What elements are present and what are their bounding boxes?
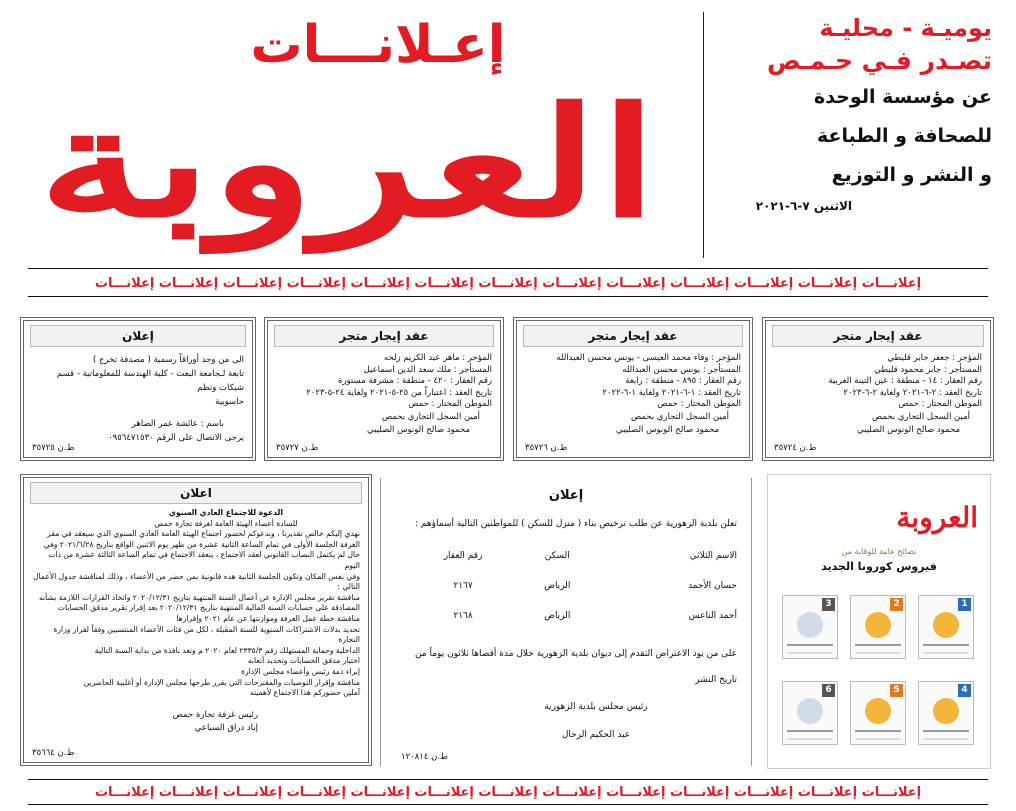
tip-card <box>850 681 906 745</box>
strip-word: إعلانـــات <box>218 276 283 291</box>
ad-line: المؤجر : وفاء محمد العيسى - يونس محسن العبدالله <box>556 353 741 363</box>
tip-number: 6 <box>822 684 835 697</box>
ad-line: الموطن المختار : حمص <box>408 399 492 409</box>
strip-word: إعلانـــات <box>665 276 730 291</box>
ad-box-3 <box>264 317 504 461</box>
ad-ref: ط.ن ٣٥٧٢٤ <box>774 443 817 453</box>
chamber-line: آملين حضوركم هذا الاجتماع لأهميته <box>249 688 360 698</box>
strip-word: إعلانـــات <box>473 276 538 291</box>
ad-sig: محمود صالح الونوس الصليبي <box>616 424 719 435</box>
tip-caption <box>923 730 969 740</box>
table-row <box>407 601 737 631</box>
strip-word: إعلانـــات <box>346 276 410 291</box>
ad-line: المستأجر : ملك سعد الدين اسماعيل <box>363 364 492 375</box>
strip-word: إعلانـــات <box>857 276 922 291</box>
chamber-sig: إياد دراق السباعي <box>194 722 258 733</box>
chamber-line: نهدي إليكم خالص تقديرنا ، وندعوكم لحضور اجتماع الهيئة العامة العادي السنوي الذي سيعقد في مقر <box>47 529 360 539</box>
ad-line: رقم العقار : ١٤ - منطقة : عين التينة الغربية <box>828 376 982 386</box>
ad-sig: محمود صالح الونوس الصليبي <box>857 424 960 435</box>
chamber-line: إبراء ذمة رئيس وأعضاء مجلس الإدارة <box>241 666 360 676</box>
poster-logo: العروبة <box>896 501 978 534</box>
tip-number: 4 <box>958 684 971 697</box>
strip-word: إعلانـــات <box>601 785 666 800</box>
table-cell: ٢١٦٨ <box>453 611 473 621</box>
strip-word: إعلانـــات <box>154 276 219 291</box>
chamber-ad-box <box>20 474 372 766</box>
tip-caption <box>923 644 969 654</box>
strip-word: إعلانـــات <box>282 276 347 291</box>
poster-subtitle: نصائح عامة للوقاية من <box>841 547 917 556</box>
chamber-line: اختيار مدقق الحسابات وتحديد أتعابه <box>247 656 360 666</box>
strip-top-rule-2 <box>28 296 988 297</box>
corona-poster <box>767 474 991 769</box>
chamber-heading: الدعوة للاجتماع العادي السنوي <box>169 508 283 517</box>
strip-bottom-rule-2 <box>28 804 988 805</box>
ad-line: رقم العقار : ٤٢٠ - منطقة : مشرفة مستورة <box>337 376 492 386</box>
table-header: السكن <box>544 551 570 561</box>
chamber-subheading: للسادة أعضاء الهيئة العامة لغرفة تجارة حمص <box>154 518 298 528</box>
table-cell: الرياض <box>544 581 571 591</box>
strip-word: إعلانـــات <box>218 785 283 800</box>
table-cell: الرياض <box>544 611 571 621</box>
masthead-logo <box>18 10 678 255</box>
strip-word: إعلانـــات <box>94 785 155 800</box>
ad-strip-bottom <box>28 785 988 801</box>
tip-caption <box>787 644 833 654</box>
strip-word: إعلانـــات <box>282 785 347 800</box>
chamber-line: المصادقة على حسابات السنة المالية المنتهية بتاريخ ٢٠٢٠/١٢/٣١ بعد إقرار تقرير مدقق الحسابات <box>57 603 360 613</box>
wash-icon <box>797 612 823 638</box>
table-header-row <box>407 541 737 571</box>
org-line-1: عن مؤسسة الوحدة <box>814 86 992 108</box>
ad-line: المستأجر : يونس محسن العبدالله <box>622 364 741 375</box>
ad-line: يرجى الاتصال على الرقم ٠٩٥٦٤٧١٥٣٠ <box>108 433 244 443</box>
tip-caption <box>787 730 833 740</box>
clean-icon <box>797 698 823 724</box>
chamber-line: مناقشة تقرير مجلس الإدارة عن أعمال السنة المنتهية بتاريخ ٢٠٢٠/١٢/٣١ واتخاذ القرارات اللازمة بشأنه <box>39 592 360 602</box>
strip-word: إعلانـــات <box>94 276 155 291</box>
org-line-3: و النشر و التوزيع <box>831 164 992 186</box>
cough-icon <box>933 698 959 724</box>
tip-card <box>918 681 974 745</box>
ad-ref: ط.ن ٣٥٧٢٦ <box>525 443 568 453</box>
tip-card <box>850 595 906 659</box>
table-cell: أحمد الناعس <box>688 611 737 621</box>
ad-line: المستأجر : جابر محمود قليطي <box>874 364 982 375</box>
strip-word: إعلانـــات <box>409 276 474 291</box>
ad-line: رقم العقار : ٨٩٥ - منطقة : رابعة <box>625 376 741 386</box>
table-row <box>407 571 737 601</box>
municipality-sig-1: رئيس مجلس بلدية الزهورية <box>544 702 648 712</box>
city-line: تصـدر فـي حـمـص <box>767 46 992 75</box>
issue-date: الاثنين ٧-٦-٢٠٢١ <box>755 199 852 213</box>
chamber-line: تحديد بدلات الاشتراكات السنوية للسنة المقبلة ، لكل من فئات الأعضاء المنتسبين وفقاً لقرار وزارة التجارة <box>53 624 360 645</box>
ad-sig: أمين السجل التجاري بحمص <box>381 411 480 422</box>
ad-sig: محمود صالح الونوس الصليبي <box>367 424 470 435</box>
ad-title: عقد إيجار متجر <box>772 325 984 347</box>
ad-line: تاريخ العقد : ١-٦-٢٠٢١ ولغاية ١-٦-٢٠٢٢ <box>602 387 741 398</box>
tip-number: 1 <box>958 598 971 611</box>
municipality-ad <box>380 478 752 766</box>
mask-icon <box>865 698 891 724</box>
strip-word: إعلانـــات <box>473 785 538 800</box>
strip-word: إعلانـــات <box>601 276 666 291</box>
ad-box-4 <box>20 317 256 461</box>
header-info <box>742 12 1002 217</box>
ad-sig: أمين السجل التجاري بحمص <box>871 411 970 422</box>
chamber-line: حال لم يكتمل النصاب القانوني لعقد الاجتماع ، ينعقد الاجتماع في تمام الساعة الثالثة عشرة من ذات اليوم <box>48 550 360 570</box>
chamber-line: مناقشة وإقرار التوصيات والمقترحات التي يقرر طرحها مجلس الإدارة أو أغلبية الحاضرين <box>83 677 360 687</box>
chamber-line: التالي : <box>337 582 360 592</box>
face-icon <box>865 612 891 638</box>
municipality-ad-title: إعلان <box>548 488 584 503</box>
chamber-sig: رئيس غرفة تجارة حمص <box>172 709 258 720</box>
chamber-line: مناقشة خطة عمل الغرفة وموازنتها عن عام ٢٠٢١ وإقرارها <box>176 613 360 623</box>
tip-caption <box>855 644 901 654</box>
strip-word: إعلانـــات <box>665 785 730 800</box>
frequency-line: يوميـة - محليـة <box>819 14 992 42</box>
ad-ref: ط.ن ٣٥٧٢٧ <box>276 443 319 453</box>
ad-line: الموطن المختار : حمص <box>898 399 982 409</box>
tip-card <box>782 681 838 745</box>
chamber-line: الداخلية وحماية المستهلك رقم ٢٣٣٥/٣ لعام ٢٠٢٠ م وتعد نافذة من بداية السنة التالية <box>94 645 360 655</box>
ad-line: حاسوبية <box>215 397 244 407</box>
ad-title: إعلان <box>30 325 246 347</box>
table-header: رقم العقار <box>443 551 483 561</box>
ad-strip-top <box>28 276 988 292</box>
strip-word: إعلانـــات <box>729 276 794 291</box>
ad-line: الى من وجد أوراقاً رسمية ( مصدقة تخرج ) <box>92 355 244 365</box>
table-cell: ٢١٦٧ <box>453 581 473 591</box>
strip-word: إعلانـــات <box>409 785 474 800</box>
strip-word: إعلانـــات <box>793 276 858 291</box>
header-divider <box>703 12 704 258</box>
strip-bottom-rule <box>28 779 988 780</box>
masthead-small-title: إعـلانـــات <box>250 15 506 75</box>
ad-line: تاريخ العقد : ٢-٦-٢٠٢١ ولغاية ٢-٦-٢٠٢٣ <box>843 387 982 398</box>
chamber-line: الغرفة الجلسة الأولى في تمام الساعة الثانية عشرة من ظهر يوم الاثنين الواقع بتاريخ ٢٠٢١/٦/٢٨ وفي <box>43 539 360 549</box>
table-cell: حسان الأحمد <box>688 581 737 591</box>
ad-line: تابعة لـجامعة البعث - كلية الهندسة للمعلوماتية - قسم شبكات ونظم <box>56 369 244 393</box>
ad-title: عقد إيجار متجر <box>274 325 494 347</box>
municipality-sig-2: عبد الحكيم الرحال <box>561 730 631 740</box>
tip-number: 3 <box>822 598 835 611</box>
strip-word: إعلانـــات <box>346 785 410 800</box>
table-header: الاسم الثلاثي <box>689 551 737 561</box>
ad-line: الموطن المختار : حمص <box>657 399 741 409</box>
municipality-outro: على من يود الاعتراض التقدم إلى ديوان بلدية الزهورية خلال مدة أقصاها ثلاثون يوماً من تاريخ النشر <box>414 649 737 685</box>
hand-icon <box>933 612 959 638</box>
org-line-2: للصحافة و الطباعة <box>817 125 992 147</box>
ad-line: المؤجر : ماهر عبد الكريم زلخه <box>383 353 492 363</box>
strip-word: إعلانـــات <box>857 785 922 800</box>
strip-word: إعلانـــات <box>729 785 794 800</box>
ad-sig: أمين السجل التجاري بحمص <box>630 411 729 422</box>
ad-line: المؤجر : جعفر جابر قليطي <box>887 353 982 363</box>
municipality-ref: ط.ن ١٢٠٨١٤ <box>401 752 448 762</box>
strip-word: إعلانـــات <box>537 785 602 800</box>
strip-word: إعلانـــات <box>154 785 219 800</box>
strip-word: إعلانـــات <box>537 276 602 291</box>
ad-ref: ط.ن ٣٥٧٢٥ <box>32 443 75 453</box>
ad-line: باسم : عائشة عمر الضاهر <box>131 419 224 429</box>
tip-card <box>782 595 838 659</box>
ad-title: عقد إيجار متجر <box>523 325 743 347</box>
ad-line: تاريخ العقد : اعتباراً من ٢٥-٥-٢٠٢١ ولغاية ٢٤-٥-٢٠٢٣ <box>306 387 492 398</box>
masthead-big-title: العروبة <box>38 75 476 251</box>
ad-box-2 <box>513 317 753 461</box>
tip-number: 5 <box>890 684 903 697</box>
ad-box-1 <box>762 317 994 461</box>
poster-headline: فيروس كورونا الجديد <box>821 560 937 573</box>
tip-caption <box>855 730 901 740</box>
strip-word: إعلانـــات <box>793 785 858 800</box>
chamber-line: وفي نفس المكان وتكون الجلسة الثانية هذه قانونية بمن حضر من الأعضاء ، وذلك لمناقشة جدول الأعمال <box>33 571 360 581</box>
applicants-table <box>407 541 737 631</box>
municipality-intro: تعلن بلدية الزهورية عن طلب ترخيص بناء ( منزل للسكن ) للمواطنين التالية أسماؤهم : <box>415 519 737 529</box>
tip-number: 2 <box>890 598 903 611</box>
chamber-ad-title: اعلان <box>30 482 362 504</box>
tip-card <box>918 595 974 659</box>
chamber-ref: ط.ن ٣٥٦٦٤ <box>32 748 75 758</box>
strip-top-rule <box>28 268 988 269</box>
